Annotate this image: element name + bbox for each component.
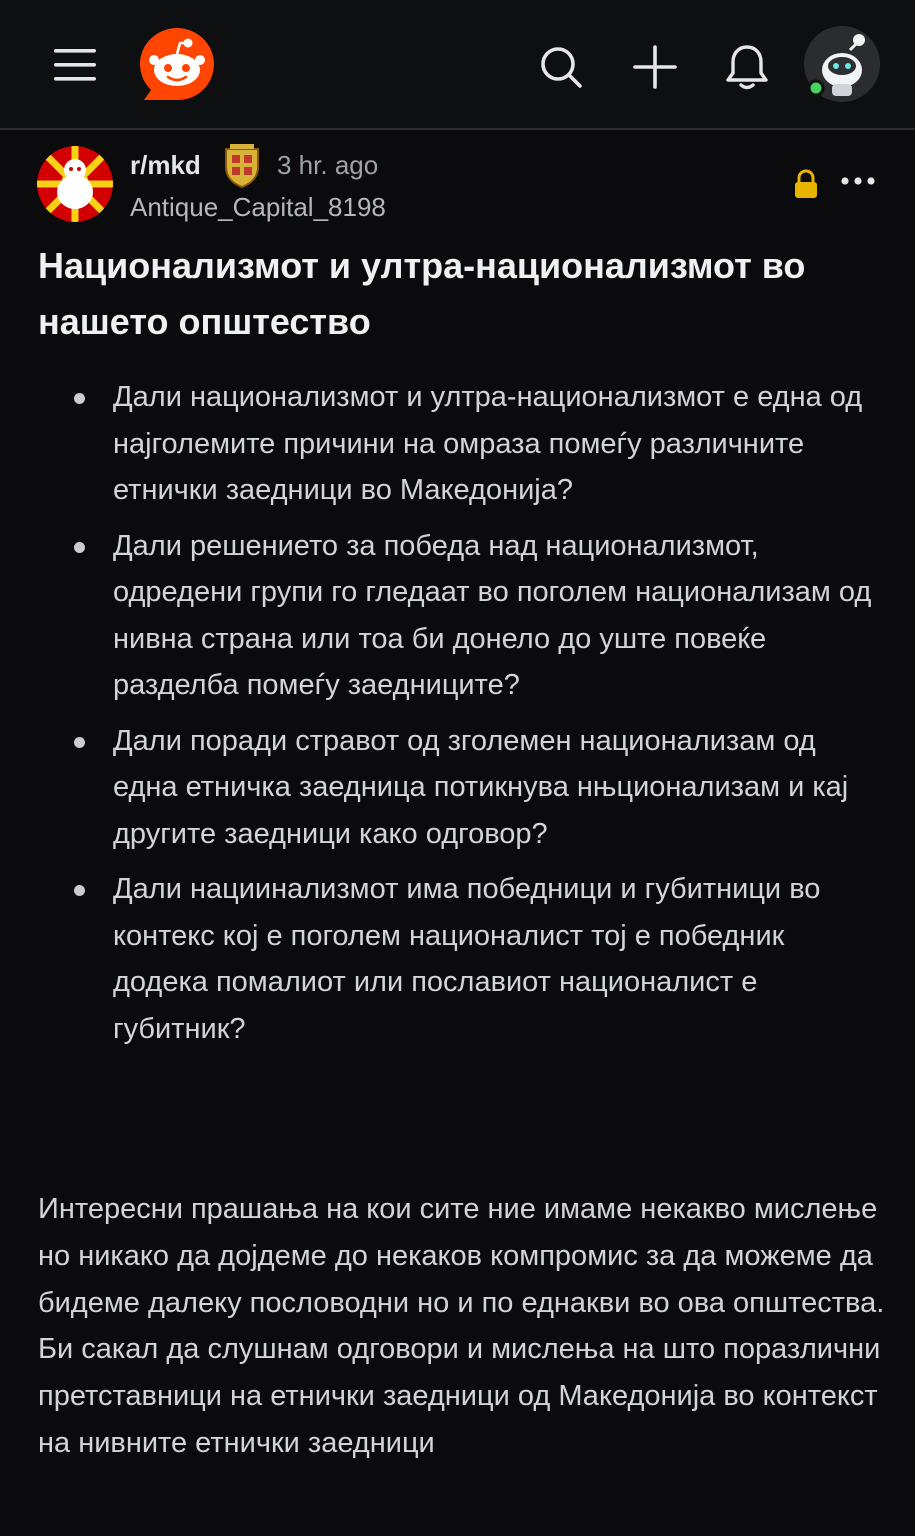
top-bar: [0, 0, 915, 130]
post-bullet-list: [0, 374, 915, 1061]
post-time: 3 hr. ago: [277, 150, 379, 180]
list-item-text: Дали поради стравот од зголемен национализам од една етничка заедница потикнува нњционализам и кај другите заедници како одговор?: [113, 724, 849, 850]
subreddit-avatar[interactable]: [37, 146, 113, 222]
reddit-logo-icon[interactable]: [138, 26, 216, 104]
hamburger-menu-icon[interactable]: [44, 34, 106, 96]
list-item: [0, 523, 915, 709]
lock-icon: [792, 168, 820, 200]
plus-icon[interactable]: [624, 36, 686, 98]
bullet-dot-icon: [74, 393, 85, 404]
list-item-text: Дали нациинализмот има победници и губитници во контекс кој е поголем националист тој е победник додека помалиот или пославиот националист е губитник?: [113, 873, 821, 1045]
bullet-dot-icon: [74, 542, 85, 553]
bullet-dot-icon: [74, 885, 85, 896]
post-author[interactable]: Antique_Capital_8198: [130, 192, 386, 222]
list-item-text: Дали национализмот и ултра-национализмот е една од најголемите причини на омраза помеѓу различните етнички заедници во Македонија?: [113, 381, 863, 506]
list-item-text: Дали решението за победа над национализмот, одредени групи го гледаат во поголем национализам од нивна страна или тоа би донело до уште повеќе разделба помеѓу заедниците?: [113, 529, 872, 701]
bell-icon[interactable]: [716, 36, 778, 98]
list-item: [0, 866, 915, 1052]
search-icon[interactable]: [530, 36, 592, 98]
list-item: [0, 718, 915, 858]
more-dots-icon[interactable]: [836, 166, 880, 196]
post-title[interactable]: Национализмот и ултра-национализмот во нашето општество: [38, 245, 806, 342]
post-header: [0, 130, 915, 240]
bullet-dot-icon: [74, 737, 85, 748]
subreddit-name[interactable]: r/mkd: [130, 150, 201, 180]
list-item: [0, 374, 915, 514]
coat-of-arms-icon: [222, 143, 262, 189]
post-body-paragraph: Интересни прашања на кои сите ние имаме некакво мислење но никако да дојдеме до некаков компромис за да можеме да бидеме далеку пословодни но и по еднакви во ова општества. Би сакал да слушнам одговори и мислења на што поразлични претставници на етнички заедници од Македонија во контекст на нивните етнички заедници: [38, 1193, 885, 1459]
user-avatar-icon[interactable]: [802, 24, 882, 104]
